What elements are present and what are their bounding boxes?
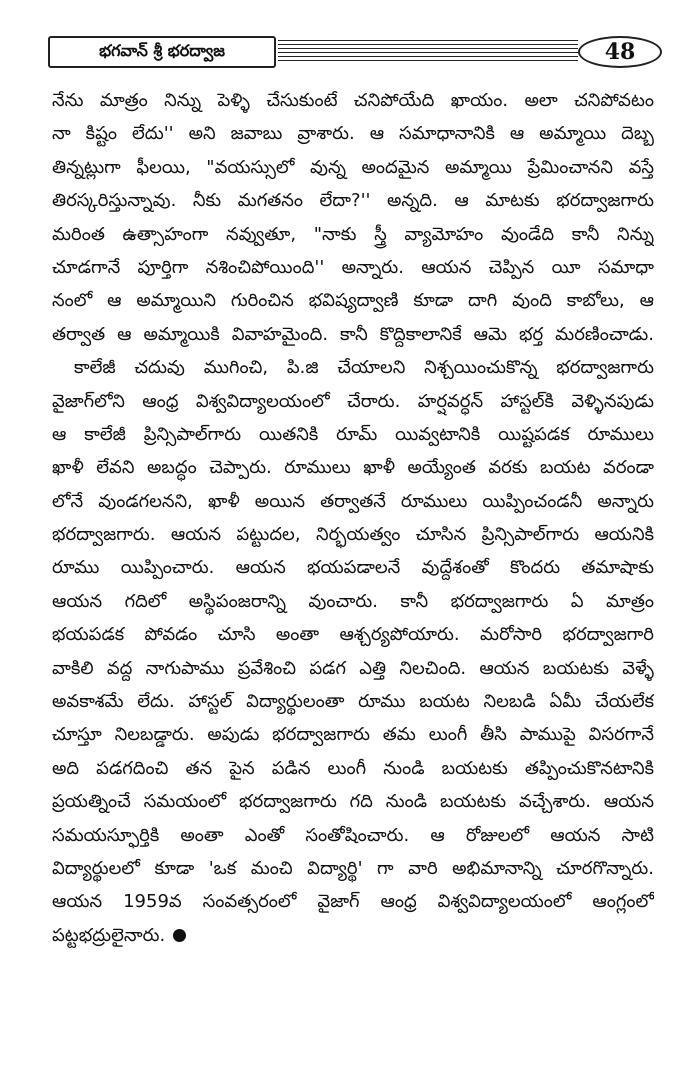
text-line: చూడగానే పూర్తిగా నశించిపోయింది'' అన్నారు. ఆయన చెప్పిన యీ సమాధా xyxy=(52,256,654,278)
text-line-final xyxy=(52,919,654,952)
text-line: నేను మాత్రం నిన్ను పెళ్ళి చేసుకుంటే చనిపోయేది ఖాయం. అలా చనిపోవటం xyxy=(52,90,654,111)
text-line: తిన్నట్లుగా ఫీలయి, "వయస్సులో వున్న అందమైన అమ్మాయి ప్రేమించానని వస్తే xyxy=(52,156,654,178)
text-line: ఆయన గదిలో అస్థిపంజరాన్ని వుంచారు. కానీ భరద్వాజగారు ఏ మాత్రం xyxy=(52,590,654,612)
text-line: ఆ కాలేజీ ప్రిన్సిపాల్‌గారు యితనికి రూమ్ యివ్వటానికి యిష్టపడక రూములు xyxy=(52,423,654,445)
running-header xyxy=(48,36,654,70)
text-line: తిరస్కరిస్తున్నావు. నీకు మగతనం లేదా?'' అన్నది. ఆ మాటకు భరద్వాజగారు xyxy=(52,190,654,212)
text-line: రూము యిప్పించారు. ఆయన భయపడాలనే వుద్దేశంతో కొందరు తమాషాకు xyxy=(52,557,654,579)
text-line: సమయస్ఫూర్తికి అంతా ఎంతో సంతోషించారు. ఆ రోజులలో ఆయన సాటి xyxy=(52,824,654,846)
text-line: ఆయన 1959వ సంవత్సరంలో వైజాగ్ ఆంధ్ర విశ్వవిద్యాలయంలో ఆంగ్లంలో xyxy=(52,891,654,913)
text-line: ఖాళీ లేవని అబద్ధం చెప్పారు. రూములు ఖాళీ అయ్యేంత వరకు బయట వరండా xyxy=(52,457,654,479)
text-line: విద్యార్థులలో కూడా 'ఒక మంచి విద్యార్థి' గా వారి అభిమానాన్ని చూరగొన్నారు. xyxy=(52,857,654,879)
text-line: అవకాశమే లేదు. హాస్టల్ విద్యార్థులంతా రూము బయట నిలబడి ఏమీ చేయలేక xyxy=(52,691,654,713)
text-line: నంలో ఆ అమ్మాయిని గురించిన భవిష్యద్వాణి కూడా దాగి వుంది కాబోలు, ఆ xyxy=(52,290,654,312)
final-line-text: పట్టభద్రులైనారు. xyxy=(52,924,166,946)
page-body xyxy=(52,84,654,952)
text-line: అది పడగదించి తన పైన పడిన లుంగీ నుండి బయటకు తప్పించుకొనటానికి xyxy=(52,757,654,779)
text-line: నా కిష్టం లేదు'' అని జవాబు వ్రాశారు. ఆ సమాధానానికి ఆ అమ్మాయి దెబ్బ xyxy=(52,123,654,145)
text-line: లోనే వుండగలనని, ఖాళీ అయిన తర్వాతనే రూములు యిప్పించండనీ అన్నారు xyxy=(52,490,654,512)
text-line: వాకిలి వద్ద నాగుపాము ప్రవేశించి పడగ ఎత్తి నిలచింది. ఆయన బయటకు వెళ్ళే xyxy=(52,657,654,679)
page-number: 48 xyxy=(578,36,662,68)
text-line: వైజాగ్‌లోని ఆంధ్ర విశ్వవిద్యాలయంలో చేరారు. హర్షవర్ధన్ హాస్టల్‌కి వెళ్ళినపుడు xyxy=(52,390,654,412)
text-line: చూస్తూ నిలబడ్డారు. అపుడు భరద్వాజగారు తమ లుంగీ తీసి పాముపై విసరగానే xyxy=(52,724,654,746)
text-line: భరద్వాజగారు. ఆయన పట్టుదల, నిర్భయత్వం చూసిన ప్రిన్సిపాల్‌గారు ఆయనికి xyxy=(52,524,654,546)
book-title: భగవాన్ శ్రీ భరద్వాజ xyxy=(48,36,276,68)
text-line: తర్వాత ఆ అమ్మాయికి వివాహమైంది. కానీ కొద్దికాలానికే ఆమె భర్త మరణించాడు. xyxy=(52,323,654,345)
text-line: కాలేజీ చదువు ముగించి, పి.జి చేయాలని నిశ్చయించుకొన్న భరద్వాజగారు xyxy=(74,357,654,379)
text-line: మరింత ఉత్సాహంగా నవ్వుతూ, "నాకు స్త్రీ వ్యామోహం వుండేది కానీ నిన్ను xyxy=(52,223,654,245)
paragraph-2 xyxy=(52,351,654,952)
text-line: ప్రయత్నించే సమయంలో భరద్వాజగారు గది నుండి బయటకు వచ్చేశారు. ఆయన xyxy=(52,791,654,813)
end-bullet-icon xyxy=(173,929,186,942)
text-line: భయపడక పోవడం చూసి అంతా ఆశ్చర్యపోయారు. మరోసారి భరద్వాజగారి xyxy=(52,624,654,646)
paragraph-1 xyxy=(52,84,654,351)
header-rules xyxy=(278,40,578,66)
